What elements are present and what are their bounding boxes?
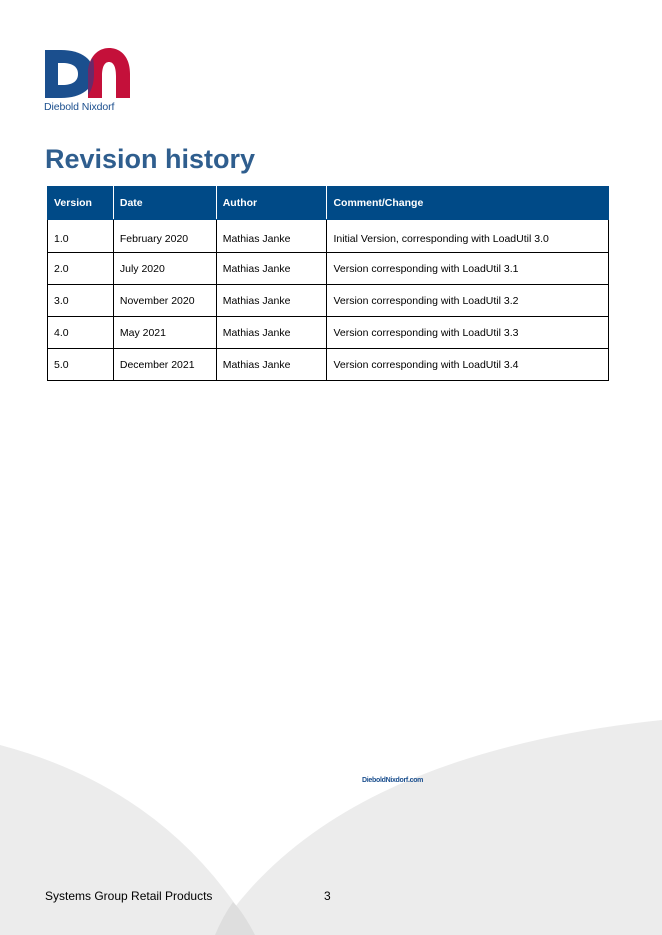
- table-row: [48, 317, 609, 349]
- cell-comment: Initial Version, corresponding with LoadUtil 3.0: [327, 220, 609, 253]
- header-date: Date: [113, 187, 216, 220]
- cell-version: 1.0: [48, 220, 114, 253]
- cell-comment: Version corresponding with LoadUtil 3.3: [327, 317, 609, 349]
- table-row: [48, 253, 609, 285]
- page-number: 3: [324, 889, 331, 903]
- cell-version: 4.0: [48, 317, 114, 349]
- cell-comment: Version corresponding with LoadUtil 3.4: [327, 349, 609, 381]
- cell-author: Mathias Janke: [216, 285, 327, 317]
- header-comment-change: Comment/Change: [327, 187, 609, 220]
- cell-author: Mathias Janke: [216, 253, 327, 285]
- cell-date: February 2020: [113, 220, 216, 253]
- cell-date: November 2020: [113, 285, 216, 317]
- cell-comment: Version corresponding with LoadUtil 3.2: [327, 285, 609, 317]
- table-row: [48, 285, 609, 317]
- header-author: Author: [216, 187, 327, 220]
- cell-version: 3.0: [48, 285, 114, 317]
- revision-history-table: [47, 186, 609, 381]
- cell-date: December 2021: [113, 349, 216, 381]
- table-header-row: [48, 187, 609, 220]
- cell-version: 5.0: [48, 349, 114, 381]
- table-row: [48, 349, 609, 381]
- footer-department: Systems Group Retail Products: [45, 889, 213, 903]
- footer-website-link[interactable]: DieboldNixdorf.com: [362, 777, 424, 784]
- cell-author: Mathias Janke: [216, 220, 327, 253]
- table-row: [48, 220, 609, 253]
- cell-author: Mathias Janke: [216, 317, 327, 349]
- cell-author: Mathias Janke: [216, 349, 327, 381]
- cell-version: 2.0: [48, 253, 114, 285]
- cell-date: July 2020: [113, 253, 216, 285]
- page-title: Revision history: [45, 144, 256, 174]
- logo-wordmark: Diebold Nixdorf: [44, 101, 115, 113]
- cell-date: May 2021: [113, 317, 216, 349]
- dn-logo-icon: [44, 46, 132, 98]
- diebold-nixdorf-logo: [44, 46, 136, 116]
- header-version: Version: [48, 187, 114, 220]
- cell-comment: Version corresponding with LoadUtil 3.1: [327, 253, 609, 285]
